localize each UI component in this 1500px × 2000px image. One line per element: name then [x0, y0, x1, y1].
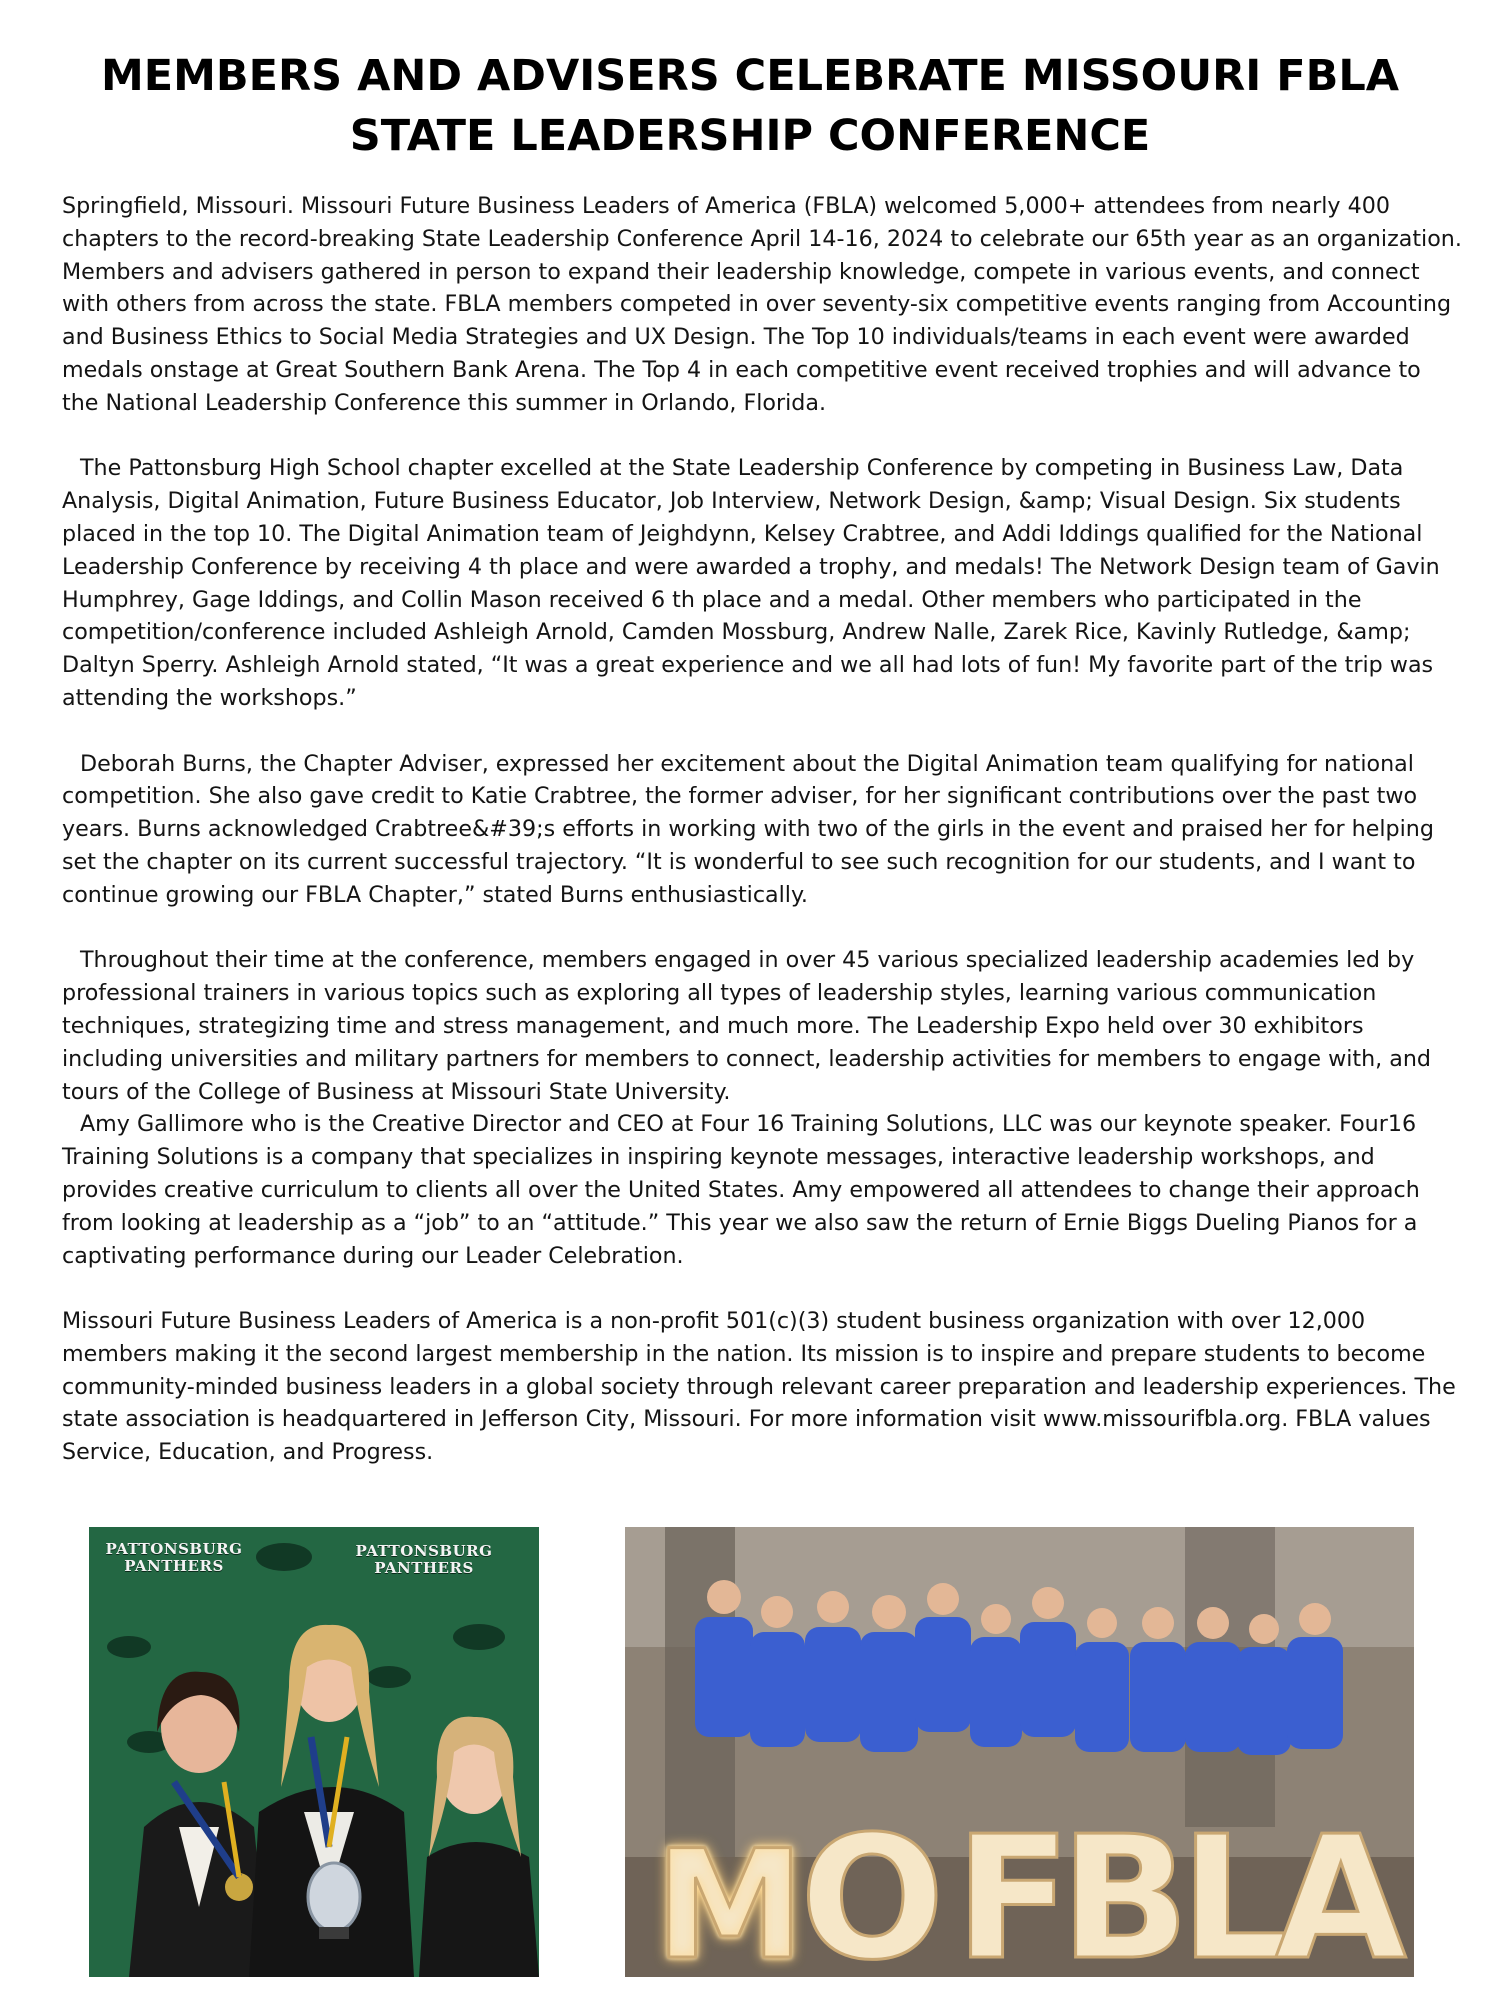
banner-text-left: PATTONSBURG PANTHERS	[105, 1540, 243, 1575]
article-title-line-1: MEMBERS AND ADVISERS CELEBRATE MISSOURI FBLA	[100, 51, 1400, 101]
photo-award-winners-illustration	[89, 1527, 539, 1977]
marquee-letter-b: B	[1060, 1800, 1190, 1977]
paragraph-academies: Throughout their time at the conference, members engaged in over 45 various specialized leadership academies led by professional trainers in various topics such as exploring all types of leadership styles, learning various communication techniques, strategizing time and stress management, and much more. The Leadership Expo held over 30 exhibitors including universities and military partners for members to connect, leadership activities for members to engage with, and tours of the College of Business at Missouri State University.	[62, 947, 1431, 1105]
paragraph-intro: Springfield, Missouri. Missouri Future Business Leaders of America (FBLA) welcomed 5,000+ attendees from nearly 400 chapters to the record-breaking State Leadership Conference April 14-16, 2024 to celebrate our 65th year as an organization. Members and advisers gathered in person to expand their leadership knowledge, compete in various events, and connect with others from across the state. FBLA members competed in over seventy-six competitive events ranging from Accounting and Business Ethics to Social Media Strategies and UX Design. The Top 10 individuals/teams in each event were awarded medals onstage at Great Southern Bank Arena. The Top 4 in each competitive event received trophies and will advance to the National Leadership Conference this summer in Orlando, Florida.	[62, 193, 1462, 416]
photo-group-illustration	[625, 1527, 1414, 1977]
article-title-line-2: STATE LEADERSHIP CONFERENCE	[349, 111, 1151, 161]
paragraph-keynote: Amy Gallimore who is the Creative Director and CEO at Four 16 Training Solutions, LLC was our keynote speaker. Four16 Training Solutions is a company that specializes in inspiring keynote messages, interactive leadership workshops, and provides creative curriculum to clients all over the United States. Amy empowered all attendees to change their approach from looking at leadership as a “job” to an “attitude.” This year we also saw the return of Ernie Biggs Dueling Pianos for a captivating performance during our Leader Celebration.	[62, 1111, 1420, 1269]
photo-group-marquee	[625, 1527, 1414, 1977]
marquee-letter-m: M	[655, 1819, 805, 1977]
marquee-letter-a: A	[1275, 1800, 1407, 1977]
banner-text-right: PATTONSBURG PANTHERS	[355, 1542, 493, 1577]
paragraph-about: Missouri Future Business Leaders of America is a non-profit 501(c)(3) student business organization with over 12,000 members making it the second largest membership in the nation. Its mission is to inspire and prepare students to become community-minded business leaders in a global society through relevant career preparation and leadership experiences. The state association is headquartered in Jefferson City, Missouri. For more information visit www.missourifbla.org. FBLA values Service, Education, and Progress.	[62, 1308, 1456, 1466]
paragraph-pattonsburg: The Pattonsburg High School chapter excelled at the State Leadership Conference by competing in Business Law, Data Analysis, Digital Animation, Future Business Educator, Job Interview, Network Design, &amp; Visual Design. Six students placed in the top 10. The Digital Animation team of Jeighdynn, Kelsey Crabtree, and Addi Iddings qualified for the National Leadership Conference by receiving 4 th place and were awarded a trophy, and medals! The Network Design team of Gavin Humphrey, Gage Iddings, and Collin Mason received 6 th place and a medal. Other members who participated in the competition/conference included Ashleigh Arnold, Camden Mossburg, Andrew Nalle, Zarek Rice, Kavinly Rutledge, &amp; Daltyn Sperry. Ashleigh Arnold stated, “It was a great experience and we all had lots of fun! My favorite part of the trip was attending the workshops.”	[62, 455, 1440, 711]
marquee-letter-o: O	[800, 1800, 945, 1977]
article-title	[60, 46, 1440, 166]
marquee-letter-f: F	[955, 1800, 1072, 1977]
article-body	[62, 190, 1462, 1469]
photo-award-winners	[89, 1527, 539, 1977]
marquee-letter-l: L	[1180, 1800, 1289, 1977]
paragraph-adviser: Deborah Burns, the Chapter Adviser, expressed her excitement about the Digital Animation team qualifying for national competition. She also gave credit to Katie Crabtree, the former adviser, for her significant contributions over the past two years. Burns acknowledged Crabtree&#39;s efforts in working with two of the girls in the event and praised her for helping set the chapter on its current successful trajectory. “It is wonderful to see such recognition for our students, and I want to continue growing our FBLA Chapter,” stated Burns enthusiastically.	[62, 750, 1434, 908]
